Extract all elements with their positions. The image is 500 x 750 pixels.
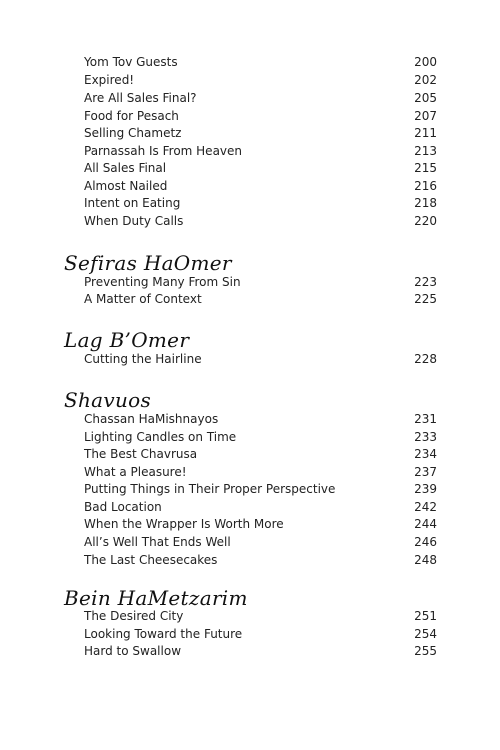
toc-entry-page: 228: [414, 352, 437, 366]
toc-entry-page: 231: [414, 412, 437, 426]
toc-entry: [84, 498, 437, 516]
toc-entry-title: Putting Things in Their Proper Perspective: [84, 482, 336, 496]
toc-entry: [84, 410, 437, 428]
toc-entry-title: Food for Pesach: [84, 109, 179, 123]
toc-entry-page: 205: [414, 91, 437, 105]
toc-entry-page: 215: [414, 161, 437, 175]
toc-entry-page: 248: [414, 553, 437, 567]
toc-entry: [84, 350, 437, 368]
toc-entry: [84, 107, 437, 125]
toc-entry-title: Yom Tov Guests: [84, 55, 178, 69]
toc-entry-page: 211: [414, 126, 437, 140]
toc-entry: [84, 177, 437, 195]
section-heading: Lag B’Omer: [64, 328, 190, 352]
toc-entry-page: 233: [414, 430, 437, 444]
toc-entry: [84, 71, 437, 89]
toc-entry-title: A Matter of Context: [84, 292, 202, 306]
toc-entry-page: 234: [414, 447, 437, 461]
toc-entry: [84, 480, 437, 498]
toc-entry: [84, 445, 437, 463]
toc-entry-page: 244: [414, 517, 437, 531]
toc-entry-title: Are All Sales Final?: [84, 91, 197, 105]
toc-entry: [84, 515, 437, 533]
toc-entry-title: Cutting the Hairline: [84, 352, 202, 366]
toc-entry-title: Intent on Eating: [84, 196, 181, 210]
toc-entry: [84, 273, 437, 291]
toc-entry: [84, 124, 437, 142]
toc-entry-page: 200: [414, 55, 437, 69]
toc-entry-title: All Sales Final: [84, 161, 167, 175]
toc-entry-page: 237: [414, 465, 437, 479]
toc-entry-title: Parnassah Is From Heaven: [84, 144, 243, 158]
toc-entry-page: 216: [414, 179, 437, 193]
toc-entry-title: Expired!: [84, 73, 135, 87]
toc-entry-title: Bad Location: [84, 500, 162, 514]
toc-entry-page: 255: [414, 644, 437, 658]
toc-entry-title: When the Wrapper Is Worth More: [84, 517, 284, 531]
toc-entry-title: When Duty Calls: [84, 214, 184, 228]
toc-entry-title: Chassan HaMishnayos: [84, 412, 219, 426]
toc-entry: [84, 89, 437, 107]
toc-entry: [84, 551, 437, 569]
toc-entry-page: 218: [414, 196, 437, 210]
toc-entry-title: Preventing Many From Sin: [84, 275, 241, 289]
toc-entry-title: Selling Chametz: [84, 126, 182, 140]
toc-entry: [84, 607, 437, 625]
toc-entry-title: Hard to Swallow: [84, 644, 182, 658]
toc-entry-title: Looking Toward the Future: [84, 627, 243, 641]
toc-entry: [84, 53, 437, 71]
toc-entry-title: The Last Cheesecakes: [84, 553, 218, 567]
toc-entry: [84, 642, 437, 660]
toc-entry-page: 220: [414, 214, 437, 228]
toc-entry: [84, 159, 437, 177]
toc-entry: [84, 533, 437, 551]
toc-entry: [84, 428, 437, 446]
section-heading: Shavuos: [64, 388, 152, 412]
toc-entry-page: 242: [414, 500, 437, 514]
toc-entry: [84, 290, 437, 308]
toc-entry-title: All’s Well That Ends Well: [84, 535, 231, 549]
toc-entry-page: 202: [414, 73, 437, 87]
section-heading: Bein HaMetzarim: [64, 586, 248, 610]
toc-entry-page: 225: [414, 292, 437, 306]
toc-entry-page: 207: [414, 109, 437, 123]
toc-entry: [84, 625, 437, 643]
toc-entry: [84, 463, 437, 481]
toc-entry-title: What a Pleasure!: [84, 465, 187, 479]
toc-entry-title: The Desired City: [84, 609, 184, 623]
toc-entry: [84, 194, 437, 212]
section-heading: Sefiras HaOmer: [64, 251, 232, 275]
toc-entry-page: 223: [414, 275, 437, 289]
toc-entry-page: 213: [414, 144, 437, 158]
toc-entry-page: 239: [414, 482, 437, 496]
toc-entry: [84, 142, 437, 160]
toc-entry-page: 254: [414, 627, 437, 641]
toc-entry-title: Almost Nailed: [84, 179, 168, 193]
toc-entry-page: 251: [414, 609, 437, 623]
toc-entry-page: 246: [414, 535, 437, 549]
toc-entry: [84, 212, 437, 230]
toc-entry-title: The Best Chavrusa: [84, 447, 198, 461]
toc-entry-title: Lighting Candles on Time: [84, 430, 237, 444]
